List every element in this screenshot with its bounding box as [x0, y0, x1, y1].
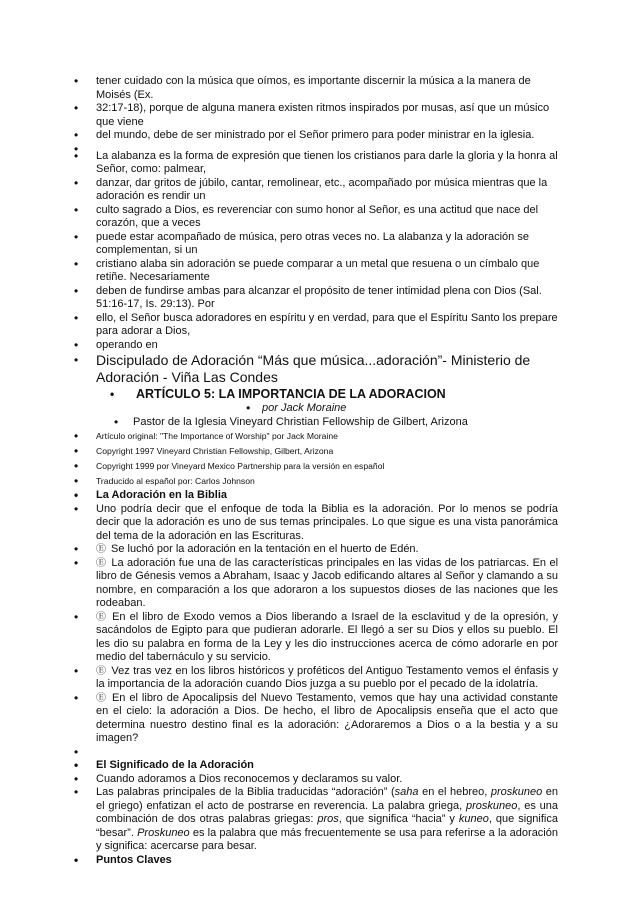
paragraph: • Las palabras principales de la Biblia traducidas “adoración” (saha en el hebreo, proskuneo en el griego) enfatizan el acto de postrarse en reverencia. La palabra griega, proskuneo, es una combinación de dos otras palabras griegas: pros, que significa “hacia” y kuneo, que significa “besar”. Proskuneo es la palabra que más frecuentemente se usa para referirse a la adoración y significa: acercarse para besar.: [96, 786, 558, 854]
list-item: • puede estar acompañado de música, pero otras veces no. La alabanza y la adoración se complementan, si un: [96, 231, 558, 258]
pastor-line: • Pastor de la Iglesia Vineyard Christian Fellowship de Gilbert, Arizona: [96, 416, 558, 430]
credit-line: • Copyright 1997 Vineyard Christian Fellowship, Gilbert, Arizona: [96, 444, 558, 459]
list-item: • culto sagrado a Dios, es reverenciar con sumo honor al Señor, es una actitud que nace del corazón, que a veces: [96, 204, 558, 231]
section-title: • La Adoración en la Biblia: [96, 489, 558, 503]
list-item: • del mundo, debe de ser ministrado por el Señor primero para poder ministrar en la iglesia.: [96, 129, 558, 143]
clock-icon: Ⓔ: [96, 557, 107, 569]
document-heading: • Discipulado de Adoración “Más que música...adoración”- Ministerio de Adoración - Viña Las Condes: [96, 352, 558, 386]
credit-line: • Copyright 1999 por Vineyard Mexico Partnership para la versión en español: [96, 459, 558, 474]
list-item: • Ⓔ Se luchó por la adoración en la tentación en el huerto de Edén.: [96, 543, 558, 557]
list-item: • Ⓔ En el libro de Exodo vemos a Dios liberando a Israel de la esclavitud y de la opresión, y sacándolos de Egipto para que pudieran adorarle. El llegó a ser su Dios y ellos su pueblo. El les dio su palabra en forma de la Ley y les dio instrucciones acerca de cómo adorarle en por medio del tabernáculo y su servicio.: [96, 611, 558, 665]
clock-icon: Ⓔ: [96, 665, 107, 677]
list-item: • Ⓔ La adoración fue una de las características principales en las vidas de los patriarcas. En el libro de Génesis vemos a Abraham, Isaac y Jacob edificando altares al Señor y clamando a su nombre, en comparación a los que adoraron a los supuestos dioses de las naciones que les rodeaban.: [96, 557, 558, 611]
list-item: • cristiano alaba sin adoración se puede comparar a un metal que resuena o un címbalo que retiñe. Necesariamente: [96, 258, 558, 285]
credit-line: • Traducido al español por: Carlos Johnson: [96, 474, 558, 489]
spacer: [96, 143, 558, 150]
empty-list-item: [96, 746, 558, 760]
list-item: • danzar, dar gritos de júbilo, cantar, remolinear, etc., acompañado por música mientras que la adoración es rendir un: [96, 177, 558, 204]
article-title: • ARTÍCULO 5: LA IMPORTANCIA DE LA ADORACION: [96, 386, 558, 402]
byline: • por Jack Moraine: [96, 402, 558, 416]
list-item: • Ⓔ En el libro de Apocalipsis del Nuevo Testamento, vemos que hay una actividad constante en el cielo: la adoración a Dios. De hecho, el libro de Apocalipsis enseña que el acto que determina nuestro destino final es la adoración: ¿Adoraremos a Dios o a la bestia y a su imagen?: [96, 692, 558, 746]
list-item: • deben de fundirse ambas para alcanzar el propósito de tener intimidad plena con Dios (Sal. 51:16-17, Is. 29:13). Por: [96, 285, 558, 312]
list-item: • tener cuidado con la música que oímos, es importante discernir la música a la manera de Moisés (Ex.: [96, 75, 558, 102]
list-item: • Ⓔ Vez tras vez en los libros históricos y proféticos del Antiguo Testamento vemos el énfasis y la importancia de la adoración cuando Dios juzga a su pueblo por el pecado de la idolatría.: [96, 665, 558, 692]
paragraph: • Uno podría decir que el enfoque de toda la Biblia es la adoración. Por lo menos se podría decir que la adoración es uno de sus temas principales. Lo que sigue es una vista panorámica del tema de la adoración en las Escrituras.: [96, 503, 558, 544]
list-item: • Cuando adoramos a Dios reconocemos y declaramos su valor.: [96, 773, 558, 787]
list-item: • La alabanza es la forma de expresión que tienen los cristianos para darle la gloria y la honra al Señor, como: palmear,: [96, 150, 558, 177]
section-title: • Puntos Claves: [96, 854, 558, 868]
clock-icon: Ⓔ: [96, 544, 106, 555]
list-item: • 32:17-18), porque de alguna manera existen ritmos inspirados por musas, así que un músico que viene: [96, 102, 558, 129]
list-item: • ello, el Señor busca adoradores en espíritu y en verdad, para que el Espíritu Santo los prepare para adorar a Dios,: [96, 312, 558, 339]
list-item: • operando en: [96, 339, 558, 353]
credit-line: • Artículo original: "The Importance of Worship" por Jack Moraine: [96, 429, 558, 444]
clock-icon: Ⓔ: [96, 611, 108, 623]
section-title: • El Significado de la Adoración: [96, 759, 558, 773]
clock-icon: Ⓔ: [96, 692, 107, 704]
document-body: [96, 75, 558, 867]
